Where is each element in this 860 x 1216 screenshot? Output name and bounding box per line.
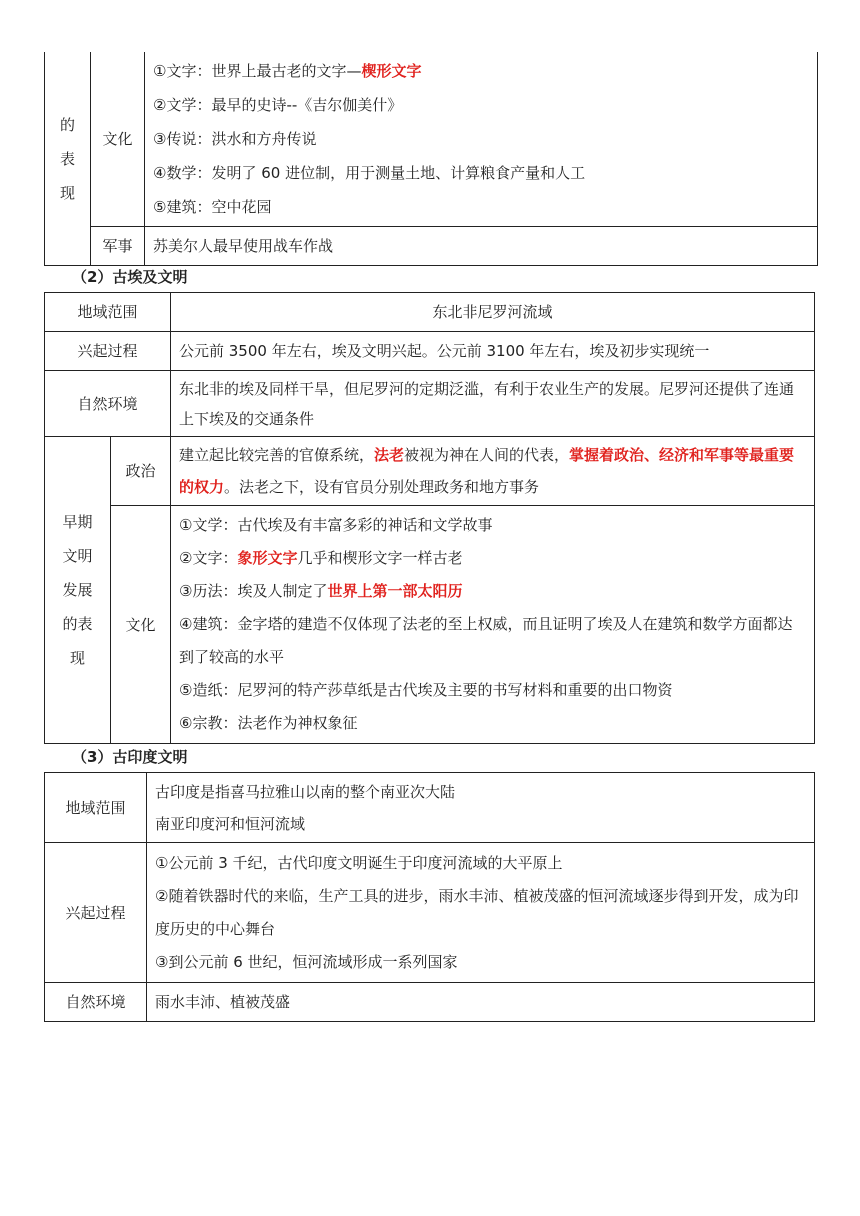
list-item: ⑥宗教：法老作为神权象征 [179,714,358,732]
list-item: ①公元前 3 千纪，古代印度文明诞生于印度河流域的大平原上 [155,853,563,872]
side-label-char: 的 [59,115,75,134]
side-label-char: 现 [59,183,75,202]
list-item: ①文字：世界上最古老的文字—楔形文字 [153,62,422,80]
egypt-table [44,292,815,744]
list-item: ③到公元前 6 世纪，恒河流域形成一系列国家 [155,952,458,971]
list-item: ②随着铁器时代的来临，生产工具的进步，雨水丰沛、植被茂盛的恒河流域逐步得到开发，成为印度历史的中心舞台 [155,886,799,938]
list-item: 南亚印度河和恒河流域 [155,814,306,833]
list-item: ④建筑：金字塔的建造不仅体现了法老的至上权威，而且证明了埃及人在建筑和数学方面都达到了较高的水平 [179,615,793,666]
politics-text: 建立起比较完善的官僚系统，法老被视为神在人间的代表，掌握着政治、经济和军事等最重要的权力。法老之下，设有官员分别处理政务和地方事务 [171,437,815,506]
region-value: 东北非尼罗河流域 [171,293,815,332]
rise-value: 公元前 3500 年左右，埃及文明兴起。公元前 3100 年左右，埃及初步实现统一 [171,332,815,371]
section-heading-india: （3）古印度文明 [72,748,188,766]
culture-label: 文化 [111,506,171,744]
early-label-line: 早期 [62,513,93,531]
env-label: 自然环境 [45,983,147,1022]
side-label-cell [45,52,91,266]
culture-label: 文化 [91,52,145,227]
region-label: 地域范围 [45,773,147,843]
list-item: ③历法：埃及人制定了世界上第一部太阳历 [179,582,463,600]
early-label-line: 现 [69,649,85,667]
list-item: ①文学：古代埃及有丰富多彩的神话和文学故事 [179,516,493,534]
list-item: ⑤造纸：尼罗河的特产莎草纸是古代埃及主要的书写材料和重要的出口物资 [179,681,673,699]
side-label-char: 表 [59,149,75,168]
env-label: 自然环境 [45,371,171,437]
culture-list [171,506,815,744]
military-label: 军事 [91,227,145,266]
india-table [44,772,815,1022]
early-label-line: 的表 [62,615,93,633]
list-item: ②文字：象形文字几乎和楔形文字一样古老 [179,549,463,567]
early-label-line: 文明 [62,547,93,565]
region-value [147,773,815,843]
list-item: ③传说：洪水和方舟传说 [153,130,317,148]
region-label: 地域范围 [45,293,171,332]
rise-label: 兴起过程 [45,843,147,983]
list-item: 古印度是指喜马拉雅山以南的整个南亚次大陆 [155,782,456,801]
early-label-cell [45,437,111,744]
military-text: 苏美尔人最早使用战车作战 [145,227,818,266]
rise-label: 兴起过程 [45,332,171,371]
early-label-line: 发展 [62,581,93,599]
section-heading-egypt: （2）古埃及文明 [72,268,188,286]
list-item: ⑤建筑：空中花园 [153,198,272,216]
rise-list [147,843,815,983]
env-value: 东北非的埃及同样干旱，但尼罗河的定期泛滥，有利于农业生产的发展。尼罗河还提供了连通上下埃及的交通条件 [171,371,815,437]
politics-label: 政治 [111,437,171,506]
list-item: ②文学：最早的史诗--《吉尔伽美什》 [153,96,403,114]
culture-list [145,52,818,227]
mesopotamia-table [44,52,818,266]
list-item: ④数学：发明了 60 进位制，用于测量土地、计算粮食产量和人工 [153,164,586,182]
env-value: 雨水丰沛、植被茂盛 [147,983,815,1022]
